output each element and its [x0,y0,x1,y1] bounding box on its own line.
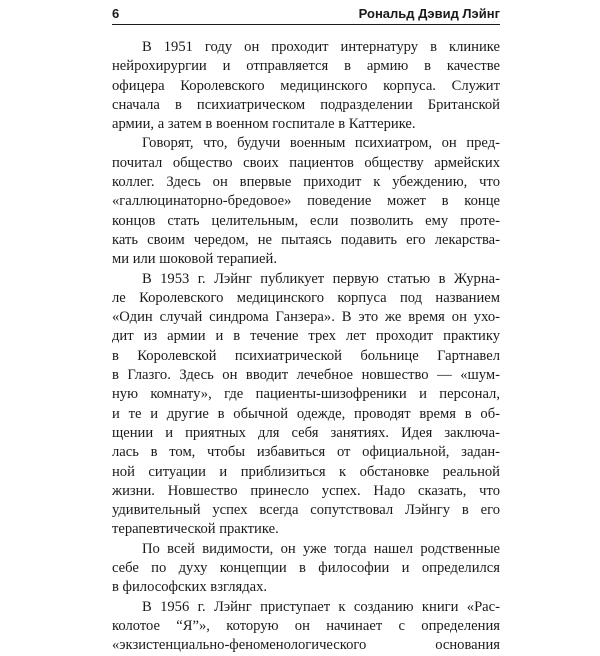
text-line: Говорят, что, будучи военным психиатром, он пред- [142,135,500,152]
text-line: в философских взглядах. [112,579,268,596]
text-line: ми или шоковой терапией. [112,251,277,268]
header-author: Рональд Дэвид Лэйнг [358,6,500,21]
text-line: колотое “Я”», которую он начинает с определения [112,617,500,634]
page-number: 6 [112,6,120,21]
text-line: щении и приятных для себя занятиях. Идея заключа- [112,424,500,441]
text-line: ную комнату», где пациенты-шизофреники и персонал, [112,386,500,403]
text-line: коллег. Здесь он впервые приходит к убеждению, что [112,174,500,191]
text-line: и те и другие в обычной одежде, проводят время в об- [112,405,500,422]
text-line: концов стать целительным, если позволить ему протe- [112,212,500,229]
text-line: сначала в психиатрическом подразделении Британской [112,96,500,113]
text-line: удивительный успех всегда сопутствовал Лэйнгу в его [112,502,500,519]
text-line: лась в том, чтобы избавиться от официальной, задан- [112,444,500,461]
text-line: кать своим чередом, не пытаясь подавить его лекарства- [112,231,500,248]
text-line: «галлюцинаторно-бредовое» поведение может в конце [112,193,500,210]
text-line: ной ситуации и приблизиться к обстановке реальной [112,463,500,480]
text-line: терапевтической практике. [112,521,279,538]
text-line: себе по духу концепции в философии и определился [112,560,500,577]
text-line: в Королевской психиатрической больнице Гартнавел [112,347,500,364]
text-line: В 1953 г. Лэйнг публикует первую статью в Журна- [142,270,500,287]
text-line: нейрохирургии и отправляется в армию в качестве [112,58,500,75]
text-line: в Глазго. Здесь он вводит лечебное новшество — «шум- [112,367,500,384]
header-rule [112,24,500,25]
text-line: армии, а затем в военном госпитале в Каттерике. [112,116,416,133]
running-header [112,5,500,23]
text-line: дит из армии и в течение трех лет проходит практику [112,328,500,345]
text-line: офицера Королевского медицинского корпуса. Служит [112,77,500,94]
text-line: В 1951 году он проходит интернатуру в клинике [142,39,500,55]
text-line: почитал общество своих пациентов обществу армейских [112,154,500,171]
body-text [112,38,500,656]
text-line: В 1956 г. Лэйнг приступает к созданию книги «Рас- [142,598,500,615]
text-line: По всей видимости, он уже тогда нашел родственные [142,540,500,557]
text-line: «Один случай синдрома Ганзера». В это же время он ухо- [112,309,500,326]
text-line: ле Королевского медицинского корпуса под названием [112,289,500,306]
text-line: жизни. Новшество принесло успех. Надо сказать, что [112,482,500,499]
text-line: «экзистенциально-феноменологического основания [112,637,500,654]
